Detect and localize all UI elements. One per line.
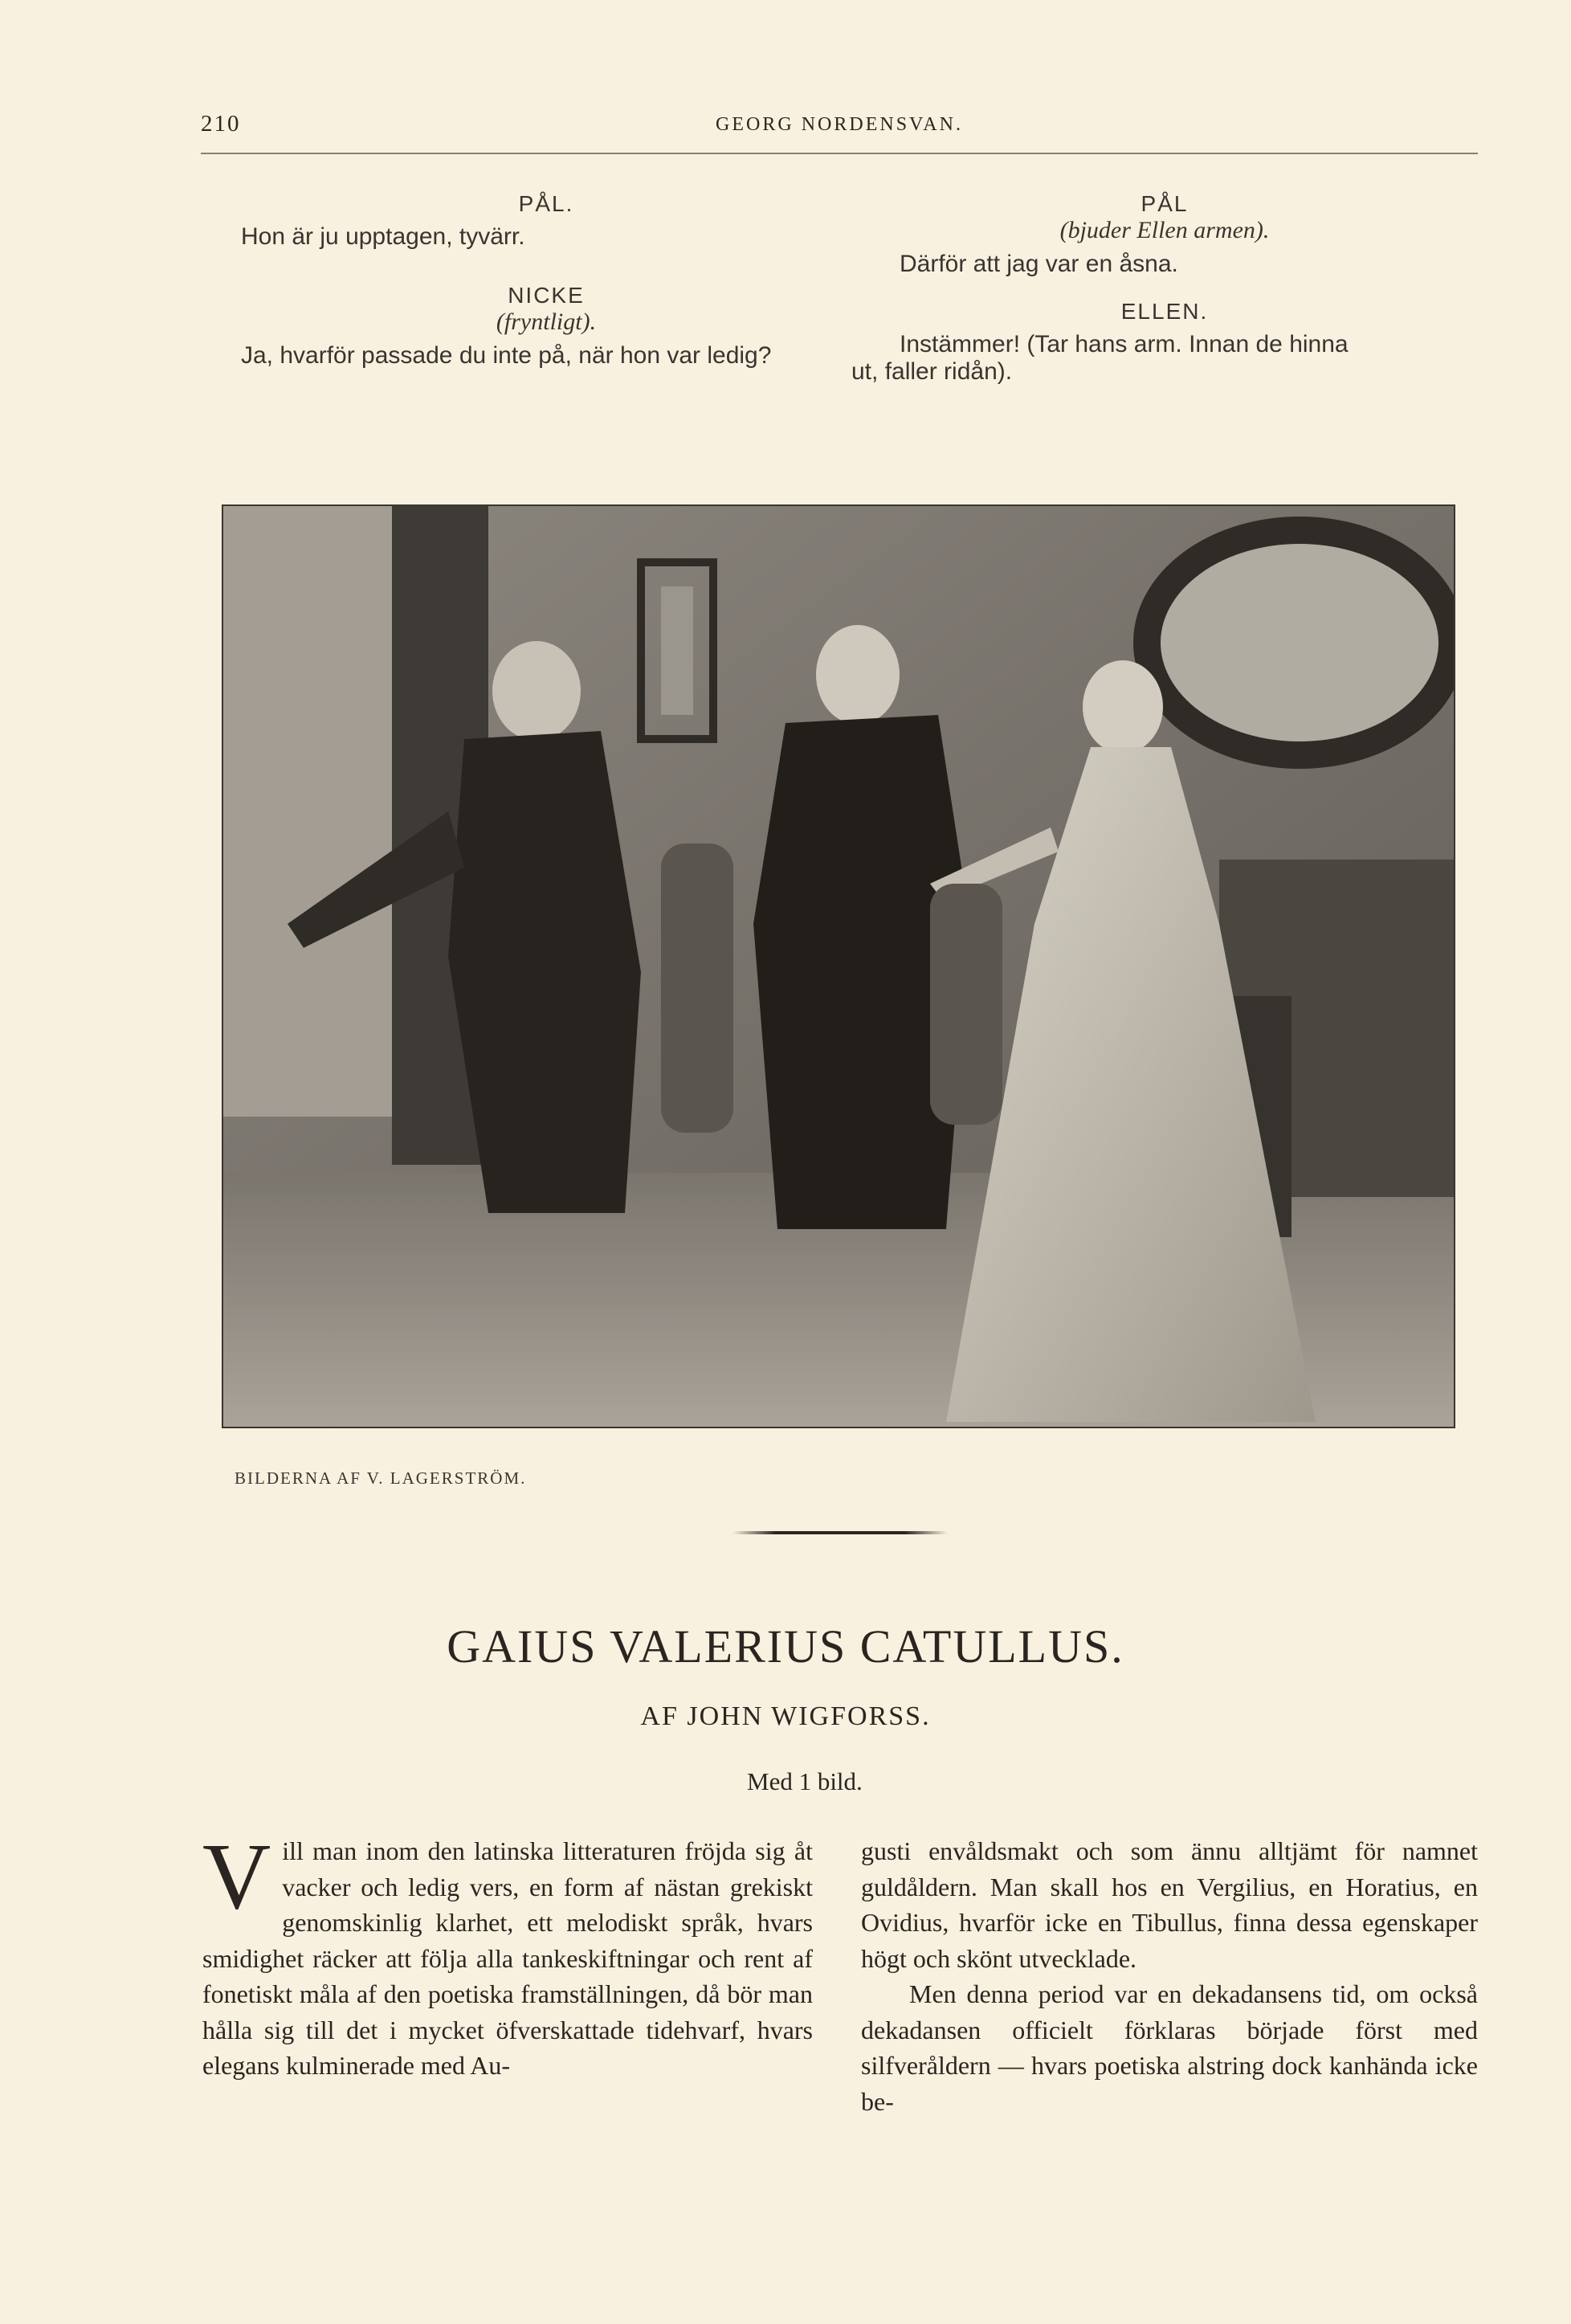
article-column-right bbox=[861, 1833, 1478, 2119]
speaker-ellen: ELLEN. bbox=[1120, 299, 1209, 324]
theatre-scene-image bbox=[222, 504, 1455, 1428]
running-title: GEORG NORDENSVAN. bbox=[716, 114, 963, 135]
article-paragraph: ill man inom den latinska litteraturen fröjda sig åt vacker och ledig vers, en form af nästan grekiskt genomskinlig klarhet, ett melodiskt språk, hvars smidighet räcker att följa alla tankeskiftningar och rent af fonetiskt måla af den poetiska framställningen, då bör man hålla sig till det i mycket öfverskattade tidehvarf, hvars elegans kulminerade med Au- bbox=[202, 1836, 813, 2080]
stage-direction: (fryntligt). bbox=[496, 308, 597, 335]
article-paragraph: gusti envåldsmakt och som ännu alltjämt för namnet guldåldern. Man skall hos en Vergilius, en Horatius, en Ovidius, hvarför icke en Tibullus, finna dessa egenskaper högt och skönt utvecklade. bbox=[861, 1836, 1478, 1973]
section-divider bbox=[732, 1531, 948, 1534]
dialog-line: Därför att jag var en åsna. bbox=[900, 251, 1178, 277]
drop-cap: V bbox=[202, 1824, 271, 1929]
dialog-left-column bbox=[241, 191, 851, 370]
article-paragraph: Men denna period var en dekadansens tid, om också dekadansen officielt förklaras började först med silfveråldern — hvars poetiska alstring dock kanhända icke be- bbox=[861, 1979, 1478, 2116]
speaker-nicke: NICKE bbox=[508, 283, 585, 308]
dialog-line: ut, faller ridån). bbox=[851, 358, 1013, 385]
article-title: GAIUS VALERIUS CATULLUS. bbox=[447, 1620, 1124, 1673]
stage-direction: (bjuder Ellen armen). bbox=[1059, 217, 1270, 243]
image-count-note: Med 1 bild. bbox=[747, 1767, 863, 1795]
page-header bbox=[201, 111, 1478, 143]
dialog-line: Instämmer! (Tar hans arm. Innan de hinna bbox=[900, 331, 1349, 357]
article-byline: AF JOHN WIGFORSS. bbox=[640, 1701, 931, 1731]
page-number: 210 bbox=[201, 111, 241, 137]
dialog-line: Ja, hvarför passade du inte på, när hon var ledig? bbox=[241, 342, 772, 369]
header-rule bbox=[201, 153, 1478, 154]
speaker-pal: PÅL bbox=[1141, 191, 1189, 216]
article-column-left bbox=[202, 1824, 813, 2084]
illustration-credit: BILDERNA AF V. LAGERSTRÖM. bbox=[235, 1468, 527, 1488]
dialog-line: Hon är ju upptagen, tyvärr. bbox=[241, 223, 525, 250]
dialog-right-column bbox=[851, 191, 1478, 386]
illustration-drawing bbox=[223, 506, 1454, 1427]
speaker-pal: PÅL. bbox=[518, 191, 574, 216]
